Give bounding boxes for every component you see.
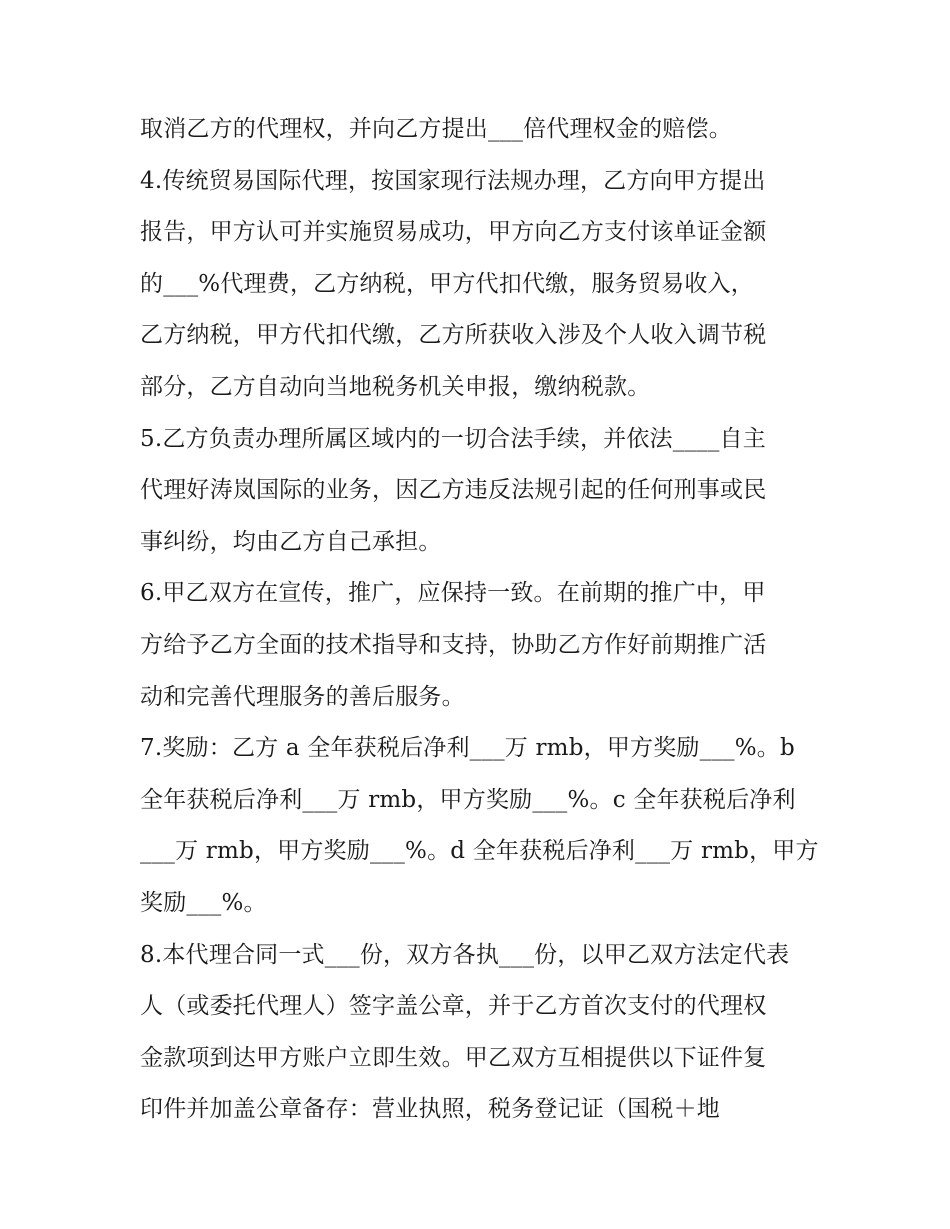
text-line-2: 4.传统贸易国际代理，按国家现行法规办理，乙方向甲方提出: [140, 167, 766, 194]
text-line-1: 取消乙方的代理权，并向乙方提出___倍代理权金的赔偿。: [140, 116, 732, 142]
text-line-4: 的___%代理费，乙方纳税，甲方代扣代缴，服务贸易收入，: [140, 270, 754, 297]
text-line-9: 事纠纷，均由乙方自己承担。: [140, 528, 442, 555]
text-line-11: 方给予乙方全面的技术指导和支持，协助乙方作好前期推广活: [140, 631, 767, 658]
text-line-10: 6.甲乙双方在宣传，推广，应保持一致。在前期的推广中，甲: [140, 580, 766, 607]
text-line-5: 乙方纳税，甲方代扣代缴，乙方所获收入涉及个人收入调节税: [140, 322, 767, 349]
text-line-17: 8.本代理合同一式___份，双方各执___份，以甲乙双方法定代表: [140, 941, 790, 968]
text-line-12: 动和完善代理服务的善后服务。: [140, 683, 465, 710]
text-line-3: 报告，甲方认可并实施贸易成功，甲方向乙方支付该单证金额: [140, 219, 767, 246]
text-line-13: 7.奖励：乙方 a 全年获税后净利___万 rmb，甲方奖励___%。b: [140, 735, 795, 762]
text-line-7: 5.乙方负责办理所属区域内的一切合法手续，并依法____自主: [140, 425, 766, 452]
document-body: [140, 104, 830, 1136]
text-line-6: 部分，乙方自动向当地税务机关申报，缴纳税款。: [140, 373, 651, 400]
text-line-14: 全年获税后净利___万 rmb，甲方奖励___%。c 全年获税后净利: [140, 786, 796, 813]
text-line-16: 奖励___%。: [140, 889, 267, 916]
text-line-19: 金款项到达甲方账户立即生效。甲乙双方互相提供以下证件复: [140, 1044, 767, 1071]
text-line-18: 人（或委托代理人）签字盖公章，并于乙方首次支付的代理权: [140, 993, 767, 1020]
text-line-8: 代理好涛岚国际的业务，因乙方违反法规引起的任何刑事或民: [140, 477, 767, 504]
text-line-15: ___万 rmb，甲方奖励___%。d 全年获税后净利___万 rmb，甲方: [140, 838, 819, 865]
text-line-20: 印件并加盖公章备存：营业执照，税务登记证（国税＋地: [140, 1096, 720, 1123]
